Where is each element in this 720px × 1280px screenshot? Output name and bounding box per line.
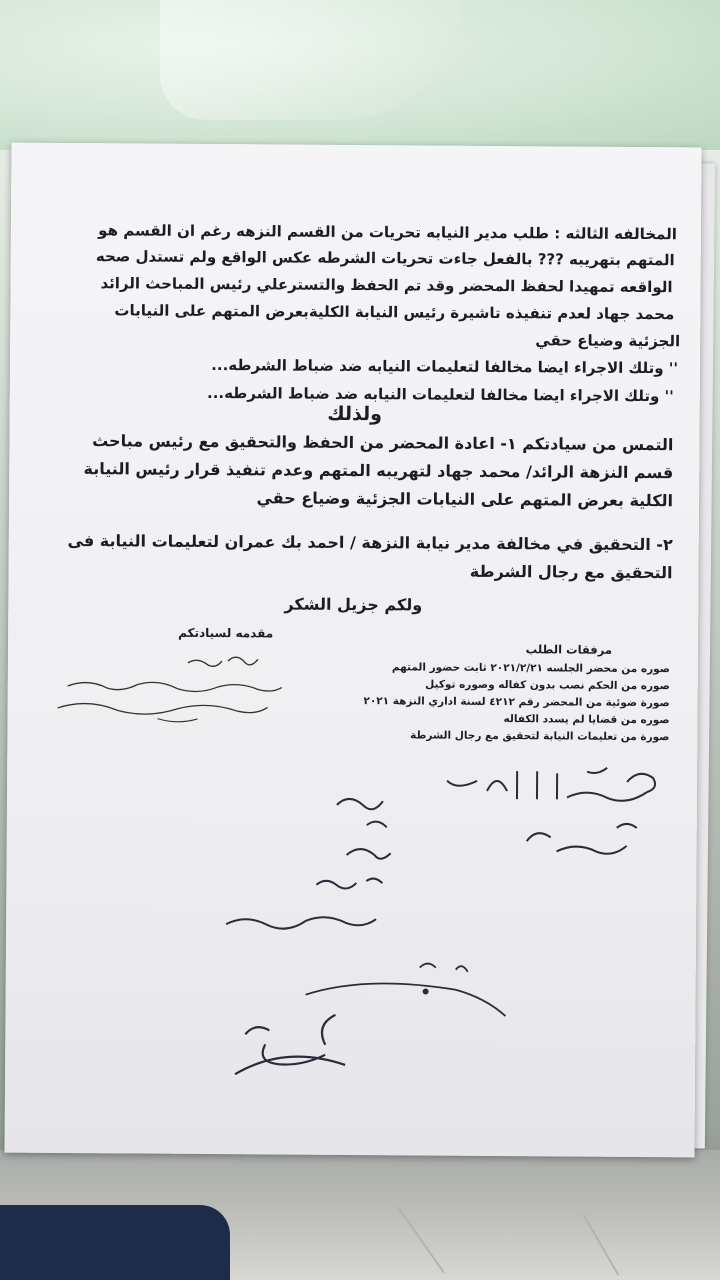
closing-thanks: ولكم جزيل الشكر bbox=[284, 594, 423, 615]
submitted-by-label: مقدمه لسيادتكم bbox=[178, 625, 274, 641]
heading-therefore: ولذلك bbox=[327, 402, 383, 426]
para3-line-2: التحقيق مع رجال الشرطة bbox=[469, 561, 673, 583]
dark-fabric bbox=[0, 1205, 230, 1280]
para1-line-1: المخالفه الثالثه : طلب مدير النيابه تحريات من القسم النزهه رغم ان القسم هو bbox=[98, 221, 677, 244]
attachment-item-4: صوره من قضايا لم يسدد الكفاله bbox=[503, 713, 670, 727]
attachments-title: مرفقات الطلب bbox=[525, 642, 613, 657]
para1-line-4: محمد جهاد لعدم تنفيذه تاشيرة رئيس النيابة الكليةبعرض المتهم على النيابات bbox=[114, 301, 675, 324]
para1-line-6: '' وتلك الاجراء ايضا مخالفا لتعليمات النيابه ضد ضباط الشرطه... bbox=[211, 356, 679, 378]
para1-line-6: '' وتلك الاجراء ايضا مخالفا لتعليمات النيابه ضد ضباط الشرطه... bbox=[206, 383, 674, 406]
handwritten-note-left bbox=[216, 784, 417, 935]
para1-line-5: الجزئية وضياع حقي bbox=[535, 331, 681, 351]
para1-line-2: المتهم بتهريبه ??? بالفعل جاءت تحريات الشرطه عكس الواقع ولم تستدل صحه bbox=[95, 247, 675, 270]
para2-line-3: الكلية بعرض المتهم على النيابات الجزئية وضياع حقي bbox=[256, 488, 674, 511]
para3-line-1: ٢- التحقيق في مخالفة مدير نيابة النزهة / احمد بك عمران لتعليمات النيابة فى bbox=[67, 531, 673, 555]
handwritten-signature bbox=[205, 954, 526, 1096]
handwritten-note-date bbox=[417, 760, 678, 862]
para2-line-1: التمس من سيادتكم ١- اعادة المحضر من الحفظ والتحقيق مع رئيس مباحث bbox=[92, 431, 674, 455]
attachment-item-3: صورة ضوئية من المحضر رقم ٤٢١٢ لسنة اداري النزهة ٢٠٢١ bbox=[363, 695, 670, 710]
attachment-item-1: صوره من محضر الجلسه ٢٠٢١/٢/٢١ ثابت حضور المتهم bbox=[391, 661, 670, 676]
handwritten-sender-details bbox=[37, 648, 298, 730]
attachment-item-2: صوره من الحكم نصب بدون كفاله وصوره توكيل bbox=[425, 678, 670, 693]
para2-line-2: قسم النزهة الرائد/ محمد جهاد لتهريبه المتهم وعدم تنفيذ قرار رئيس النيابة bbox=[83, 459, 674, 483]
document-page bbox=[4, 143, 701, 1158]
attachment-item-5: صورة من تعليمات النيابة لتحقيق مع رجال الشرطة bbox=[410, 729, 670, 744]
para1-line-3: الواقعه تمهيدا لحفظ المحضر وقد تم الحفظ والتسترعلي رئيس المباحث الرائد bbox=[100, 274, 673, 297]
